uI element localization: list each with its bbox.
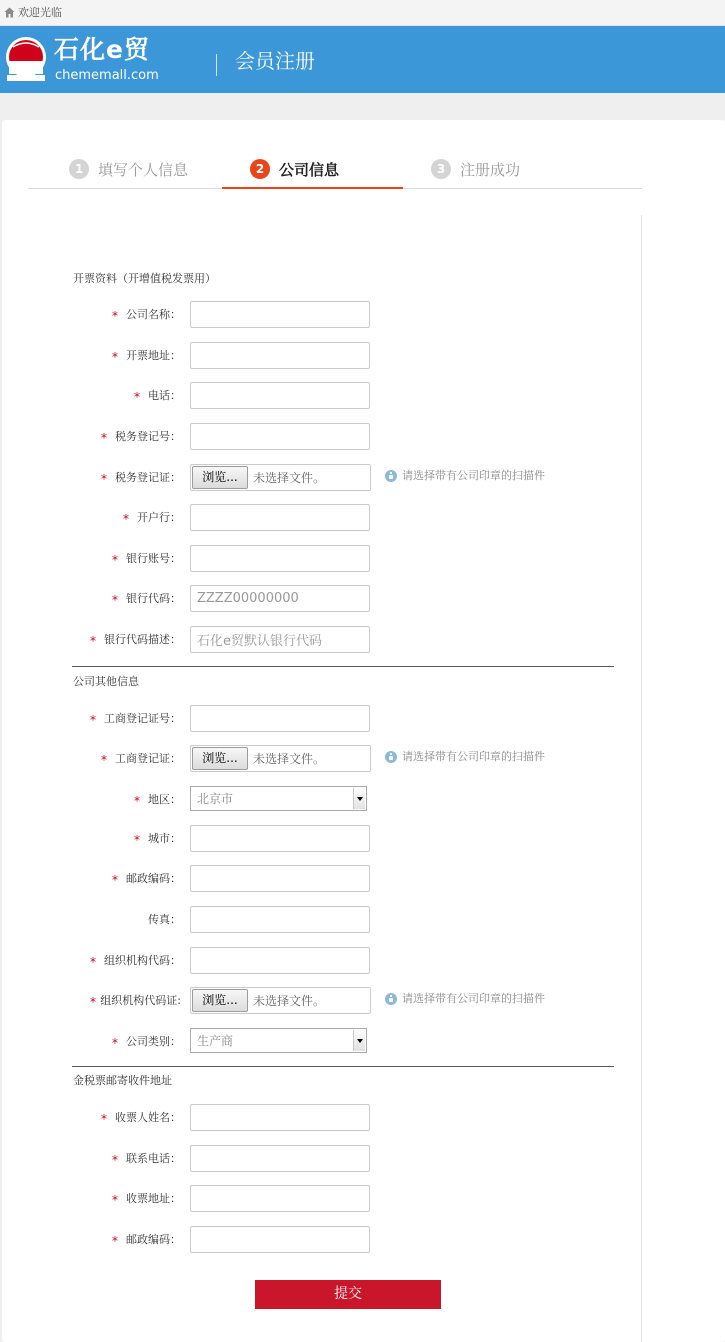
row-phone (0, 382, 641, 410)
row-city (0, 825, 641, 853)
field-label: 电话： (148, 389, 181, 402)
step-number: 2 (250, 159, 270, 179)
row-biz-reg-no (0, 705, 641, 733)
required-mark: * (112, 1036, 118, 1050)
select-value: 北京市 (197, 792, 234, 806)
upload-hint (385, 468, 545, 484)
row-bank-account (0, 545, 641, 573)
bank-code-input[interactable] (190, 585, 370, 612)
field-label: 银行账号： (126, 552, 181, 565)
row-mail-address (0, 1185, 641, 1213)
field-label: 收票地址： (126, 1192, 181, 1205)
required-mark: * (112, 553, 118, 567)
field-label: 工商登记证号： (104, 712, 181, 725)
row-fax (0, 906, 641, 934)
tax-reg-cert-file-input[interactable] (190, 464, 371, 491)
mail-postcode-input[interactable] (190, 1226, 370, 1253)
required-mark: * (101, 1112, 107, 1126)
hint-text: 请选择带有公司印章的扫描件 (402, 992, 545, 1005)
no-file-text: 未选择文件。 (253, 471, 326, 485)
select-value: 生产商 (197, 1034, 234, 1048)
field-label: 组织机构代码证: (100, 994, 181, 1007)
required-mark: * (101, 753, 107, 767)
section-invoice-title: 开票资料（开增值税发票用） (73, 272, 216, 285)
city-input[interactable] (190, 825, 370, 852)
step-number: 3 (431, 159, 451, 179)
region-select[interactable] (190, 786, 367, 811)
brand-name: 石化e贸 (54, 35, 150, 64)
step-company-info (250, 157, 339, 181)
sinopec-logo-icon[interactable] (4, 35, 48, 83)
browse-button[interactable]: 浏览... (192, 747, 248, 770)
section-mailing-title: 金税票邮寄收件地址 (73, 1074, 172, 1087)
row-mail-postcode (0, 1226, 641, 1254)
org-code-cert-file-input[interactable] (190, 987, 371, 1014)
home-icon[interactable] (4, 7, 15, 18)
required-mark: * (112, 1193, 118, 1207)
section-other-title: 公司其他信息 (73, 675, 139, 688)
org-code-input[interactable] (190, 947, 370, 974)
row-contact-phone (0, 1145, 641, 1173)
row-org-code-cert (0, 987, 641, 1015)
bank-account-input[interactable] (190, 545, 370, 572)
step-label: 填写个人信息 (98, 160, 189, 179)
chevron-down-icon[interactable] (353, 788, 365, 809)
hint-text: 请选择带有公司印章的扫描件 (402, 469, 545, 482)
step-label: 注册成功 (460, 160, 521, 179)
field-label: 公司类别： (126, 1035, 181, 1048)
required-mark: * (112, 350, 118, 364)
row-company-type (0, 1028, 641, 1056)
field-label: 工商登记证： (115, 752, 181, 765)
required-mark: * (112, 593, 118, 607)
row-invoice-address (0, 342, 641, 370)
required-mark: * (112, 1153, 118, 1167)
company-name-input[interactable] (190, 301, 370, 328)
page-title: 会员注册 (235, 49, 315, 73)
field-label: 收票人姓名： (115, 1111, 181, 1124)
field-label: 税务登记号： (115, 430, 181, 443)
form-right-border (641, 215, 642, 1342)
site-header (0, 26, 725, 93)
required-mark: * (134, 794, 140, 808)
upload-hint (385, 749, 545, 765)
row-bank-code-desc (0, 626, 641, 654)
submit-button[interactable]: 提交 (255, 1280, 441, 1309)
browse-button[interactable]: 浏览... (192, 466, 248, 489)
biz-reg-cert-file-input[interactable] (190, 745, 371, 772)
info-icon (385, 993, 397, 1005)
brand-domain: chememall.com (55, 68, 159, 83)
field-label: 银行代码： (126, 592, 181, 605)
field-label: 银行代码描述： (104, 633, 181, 646)
required-mark: * (112, 309, 118, 323)
required-mark: * (101, 431, 107, 445)
required-mark: * (123, 512, 129, 526)
bank-code-desc-input[interactable] (190, 626, 370, 653)
contact-phone-input[interactable] (190, 1145, 370, 1172)
row-postcode (0, 865, 641, 893)
field-label: 开户行： (137, 511, 181, 524)
info-icon (385, 470, 397, 482)
welcome-text: 欢迎光临 (18, 6, 62, 19)
row-tax-reg-no (0, 423, 641, 451)
section-divider (72, 1066, 614, 1067)
row-region (0, 786, 641, 814)
mail-address-input[interactable] (190, 1185, 370, 1212)
row-bank (0, 504, 641, 532)
field-label: 邮政编码： (126, 872, 181, 885)
field-label: 地区： (148, 793, 181, 806)
chevron-down-icon[interactable] (353, 1030, 365, 1051)
required-mark: * (134, 390, 140, 404)
step-personal-info (69, 157, 188, 181)
phone-input[interactable] (190, 382, 370, 409)
row-recipient-name (0, 1104, 641, 1132)
step-registration-success (431, 157, 520, 181)
step-label: 公司信息 (279, 160, 340, 179)
browse-button[interactable]: 浏览... (192, 989, 248, 1012)
field-label: 联系电话： (126, 1152, 181, 1165)
row-company-name (0, 301, 641, 329)
row-tax-reg-cert (0, 464, 641, 492)
field-label: 公司名称： (126, 308, 181, 321)
invoice-address-input[interactable] (190, 342, 370, 369)
recipient-name-input[interactable] (190, 1104, 370, 1131)
tax-reg-no-input[interactable] (190, 423, 370, 450)
field-label: 开票地址： (126, 349, 181, 362)
info-icon (385, 751, 397, 763)
required-mark: * (112, 1234, 118, 1248)
row-bank-code (0, 585, 641, 613)
no-file-text: 未选择文件。 (253, 994, 326, 1008)
field-label: 组织机构代码： (104, 954, 181, 967)
required-mark: * (90, 713, 96, 727)
field-label: 城市： (148, 832, 181, 845)
header-divider (216, 54, 217, 76)
upload-hint (385, 991, 545, 1007)
fax-input[interactable] (190, 906, 370, 933)
company-type-select[interactable] (190, 1028, 367, 1053)
row-biz-reg-cert (0, 745, 641, 773)
required-mark: * (90, 955, 96, 969)
bank-input[interactable] (190, 504, 370, 531)
active-step-underline (222, 187, 403, 189)
top-welcome-bar (0, 0, 725, 26)
section-divider (72, 666, 614, 667)
required-mark: * (112, 873, 118, 887)
no-file-text: 未选择文件。 (253, 752, 326, 766)
required-mark: * (101, 472, 107, 486)
field-label: 税务登记证： (115, 471, 181, 484)
postcode-input[interactable] (190, 865, 370, 892)
field-label: 传真： (148, 913, 181, 926)
biz-reg-no-input[interactable] (190, 705, 370, 732)
row-org-code (0, 947, 641, 975)
required-mark: * (90, 995, 96, 1009)
required-mark: * (134, 833, 140, 847)
hint-text: 请选择带有公司印章的扫描件 (402, 750, 545, 763)
field-label: 邮政编码： (126, 1233, 181, 1246)
required-mark: * (90, 634, 96, 648)
step-number: 1 (69, 159, 89, 179)
